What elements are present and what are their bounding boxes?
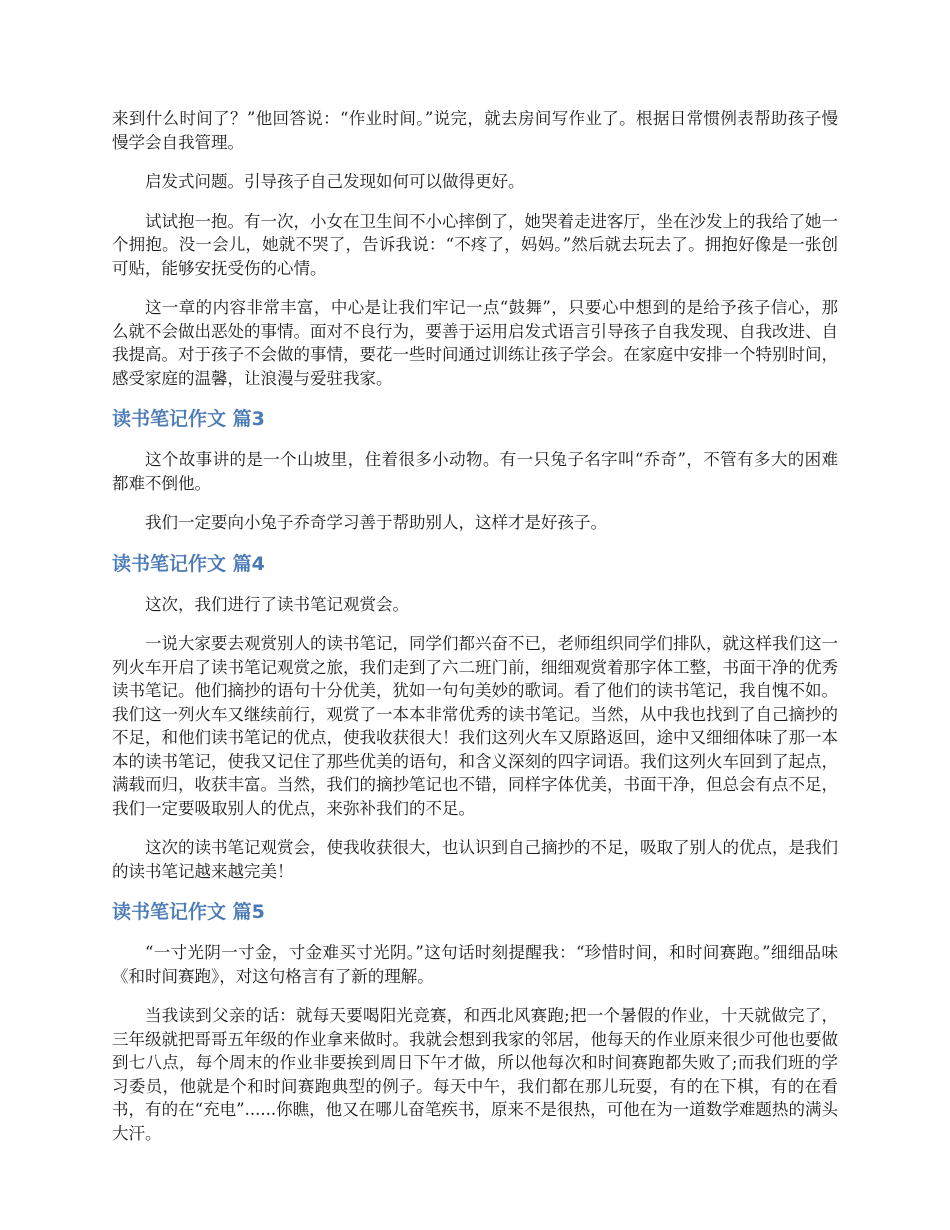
paragraph-9: 这次的读书笔记观赏会，使我收获很大，也认识到自己摘抄的不足，吸取了别人的优点，是我们的读书笔记越来越完美！: [112, 838, 838, 881]
paragraph-10: “一寸光阴一寸金，寸金难买寸光阴。”这句话时刻提醒我：“珍惜时间，和时间赛跑。”细细品味《和时间赛跑》，对这句格言有了新的理解。: [112, 943, 838, 986]
paragraph-4: 这一章的内容非常丰富，中心是让我们牢记一点“鼓舞”，只要心中想到的是给予孩子信心，那么就不会做出恶处的事情。面对不良行为，要善于运用启发式语言引导孩子自我发现、自我改进、自我提高。对于孩子不会做的事情，要花一些时间通过训练让孩子学会。在家庭中安排一个特别时间，感受家庭的温馨，让浪漫与爱驻我家。: [112, 298, 838, 388]
paragraph-7: 这次，我们进行了读书笔记观赏会。: [145, 594, 409, 614]
paragraph-11: 当我读到父亲的话：就每天要喝阳光竞赛，和西北风赛跑;把一个暑假的作业，十天就做完了，三年级就把哥哥五年级的作业拿来做时。我就会想到我家的邻居，他每天的作业原来很少可他也要做到七八点，每个周末的作业非要挨到周日下午才做，所以他每次和时间赛跑都失败了;而我们班的学习委员，他就是个和时间赛跑典型的例子。每天中午，我们都在那儿玩耍，有的在下棋，有的在看书，有的在“充电”......你瞧，他又在哪儿奋笔疾书，原来不是很热，可他在为一道数学难题热的满头大汗。: [112, 1006, 838, 1143]
paragraph-5: 这个故事讲的是一个山坡里，住着很多小动物。有一只兔子名字叫“乔奇”，不管有多大的困难都难不倒他。: [112, 450, 838, 493]
paragraph-1: 来到什么时间了？”他回答说：“作业时间。”说完，就去房间写作业了。根据日常惯例表帮助孩子慢慢学会自我管理。: [112, 109, 838, 152]
section-heading-3: 读书笔记作文 篇3: [112, 408, 265, 430]
paragraph-8: 一说大家要去观赏别人的读书笔记，同学们都兴奋不已，老师组织同学们排队，就这样我们这一列火车开启了读书笔记观赏之旅，我们走到了六二班门前，细细观赏着那字体工整，书面干净的优秀读书笔记。他们摘抄的语句十分优美，犹如一句句美妙的歌词。看了他们的读书笔记，我自愧不如。我们这一列火车又继续前行，观赏了一本本非常优秀的读书笔记。当然，从中我也找到了自己摘抄的不足，和他们读书笔记的优点，使我收获很大！我们这列火车又原路返回，途中又细细体味了那一本本的读书笔记，使我又记住了那些优美的语句，和含义深刻的四字词语。我们这列火车回到了起点，满载而归，收获丰富。当然，我们的摘抄笔记也不错，同样字体优美，书面干净，但总会有点不足，我们一定要吸取别人的优点，来弥补我们的不足。: [112, 634, 838, 818]
paragraph-6: 我们一定要向小兔子乔奇学习善于帮助别人，这样才是好孩子。: [145, 513, 607, 532]
section-heading-5: 读书笔记作文 篇5: [112, 901, 265, 923]
paragraph-2: 启发式问题。引导孩子自己发现如何可以做得更好。: [145, 172, 525, 191]
section-heading-4: 读书笔记作文 篇4: [112, 552, 265, 575]
paragraph-3: 试试抱一抱。有一次，小女在卫生间不小心摔倒了，她哭着走进客厅，坐在沙发上的我给了她一个拥抱。没一会儿，她就不哭了，告诉我说：“不疼了，妈妈。”然后就去玩去了。拥抱好像是一张创可贴，能够安抚受伤的心情。: [112, 211, 838, 278]
